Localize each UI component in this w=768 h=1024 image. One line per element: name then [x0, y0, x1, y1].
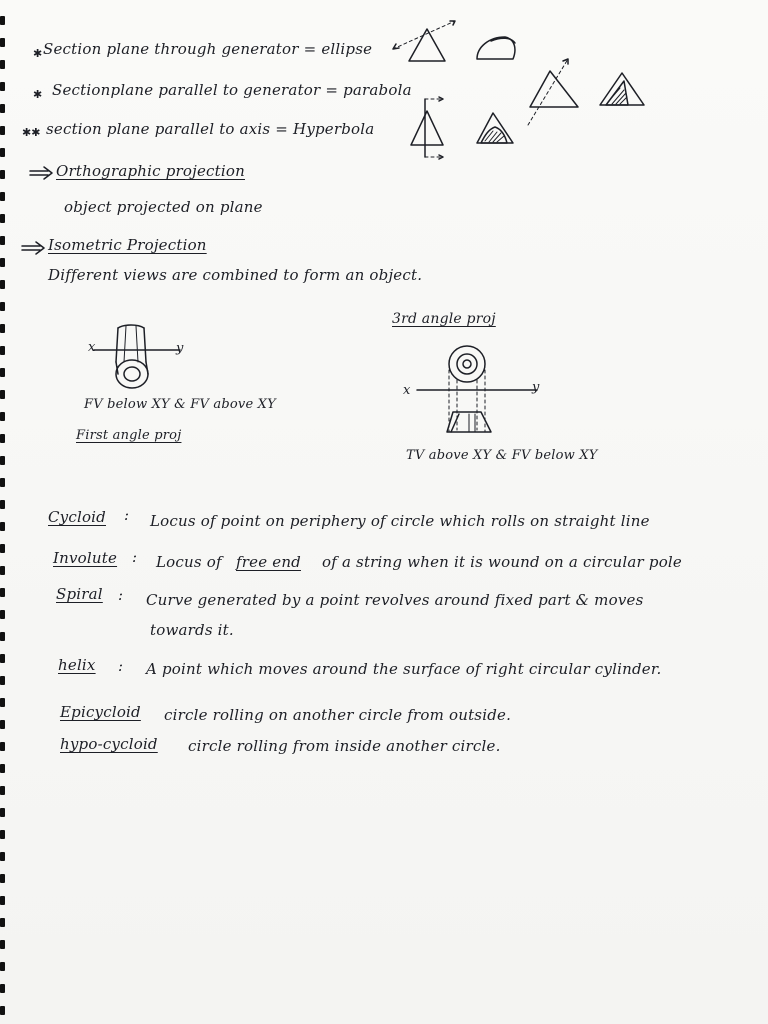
binding-hole [0, 588, 5, 597]
binding-hole [0, 148, 5, 157]
cone-hyperbola-sketch [403, 95, 523, 165]
separator: : [118, 586, 124, 604]
binding-hole [0, 500, 5, 509]
binding-hole [0, 962, 5, 971]
bullet-line-parabola: Sectionplane parallel to generator = parabola [52, 81, 412, 99]
binding-hole [0, 852, 5, 861]
binding-hole [0, 456, 5, 465]
binding-hole [0, 874, 5, 883]
definition-text-end: of a string when it is wound on a circular pole [322, 553, 682, 571]
orthographic-heading: Orthographic projection [56, 162, 245, 180]
bullet-icon: ✱✱ [22, 126, 41, 139]
binding-hole [0, 918, 5, 927]
binding-hole [0, 280, 5, 289]
arrow-icon [28, 166, 58, 180]
third-angle-x-label: x [403, 383, 411, 398]
binding-hole [0, 126, 5, 135]
first-angle-title: First angle proj [76, 428, 182, 443]
binding-hole [0, 258, 5, 267]
arrow-icon [20, 241, 50, 255]
term-hypocycloid: hypo-cycloid [60, 735, 158, 753]
binding-hole [0, 390, 5, 399]
binding-hole [0, 302, 5, 311]
binding-hole [0, 214, 5, 223]
definition-text: A point which moves around the surface of right circular cylinder. [146, 660, 662, 678]
binding-hole [0, 346, 5, 355]
third-angle-caption: TV above XY & FV below XY [406, 448, 598, 463]
term-cycloid: Cycloid [48, 508, 106, 526]
first-angle-x-label: x [88, 340, 96, 355]
binding-hole [0, 984, 5, 993]
binding-hole [0, 566, 5, 575]
bullet-icon: ✱ [33, 88, 43, 101]
bullet-line-hyperbola: section plane parallel to axis = Hyperbola [46, 120, 375, 138]
binding-hole [0, 1006, 5, 1015]
binding-hole [0, 522, 5, 531]
separator: : [118, 657, 124, 675]
binding-hole [0, 896, 5, 905]
term-involute: Involute [53, 549, 118, 567]
binding-hole [0, 720, 5, 729]
binding-hole [0, 632, 5, 641]
separator: : [132, 548, 138, 566]
definition-text-start: Locus of [156, 553, 222, 571]
binding-hole [0, 434, 5, 443]
binding-hole [0, 82, 5, 91]
isometric-text: Different views are combined to form an object. [48, 266, 423, 284]
definition-continuation: towards it. [150, 621, 234, 639]
binding-hole [0, 940, 5, 949]
separator: : [124, 506, 130, 524]
binding-hole [0, 478, 5, 487]
binding-hole [0, 764, 5, 773]
definition-text: Locus of point on periphery of circle which rolls on straight line [150, 512, 650, 530]
binding-hole [0, 16, 5, 25]
binding-hole [0, 808, 5, 817]
definition-text: circle rolling from inside another circle. [188, 737, 501, 755]
binding-hole [0, 786, 5, 795]
binding-hole [0, 170, 5, 179]
term-epicycloid: Epicycloid [60, 703, 141, 721]
binding-hole [0, 368, 5, 377]
definition-text: Curve generated by a point revolves around fixed part & moves [146, 591, 644, 609]
isometric-heading: Isometric Projection [48, 236, 207, 254]
term-spiral: Spiral [56, 585, 103, 603]
orthographic-text: object projected on plane [64, 198, 263, 216]
third-angle-figure [395, 342, 555, 442]
binding-hole [0, 412, 5, 421]
binding-hole [0, 742, 5, 751]
binding-hole [0, 104, 5, 113]
binding-hole [0, 654, 5, 663]
binding-hole [0, 830, 5, 839]
binding-hole [0, 192, 5, 201]
first-angle-figure [80, 318, 210, 398]
binding-hole [0, 60, 5, 69]
cone-ellipse-sketch [385, 15, 525, 70]
third-angle-title: 3rd angle proj [392, 311, 496, 327]
definition-highlight: free end [236, 553, 301, 571]
cone-parabola-sketch [520, 55, 660, 135]
binding-hole [0, 698, 5, 707]
binding-hole [0, 544, 5, 553]
binding-hole [0, 676, 5, 685]
spiral-binding [0, 0, 10, 1024]
bullet-icon: ✱ [33, 47, 43, 60]
binding-hole [0, 324, 5, 333]
definition-text: circle rolling on another circle from outside. [164, 706, 512, 724]
binding-hole [0, 236, 5, 245]
binding-hole [0, 38, 5, 47]
first-angle-caption: FV below XY & FV above XY [84, 397, 276, 412]
term-helix: helix [58, 656, 96, 674]
first-angle-y-label: y [176, 341, 184, 356]
binding-hole [0, 610, 5, 619]
bullet-line-ellipse: Section plane through generator = ellipse [43, 40, 373, 58]
third-angle-y-label: y [532, 380, 540, 395]
